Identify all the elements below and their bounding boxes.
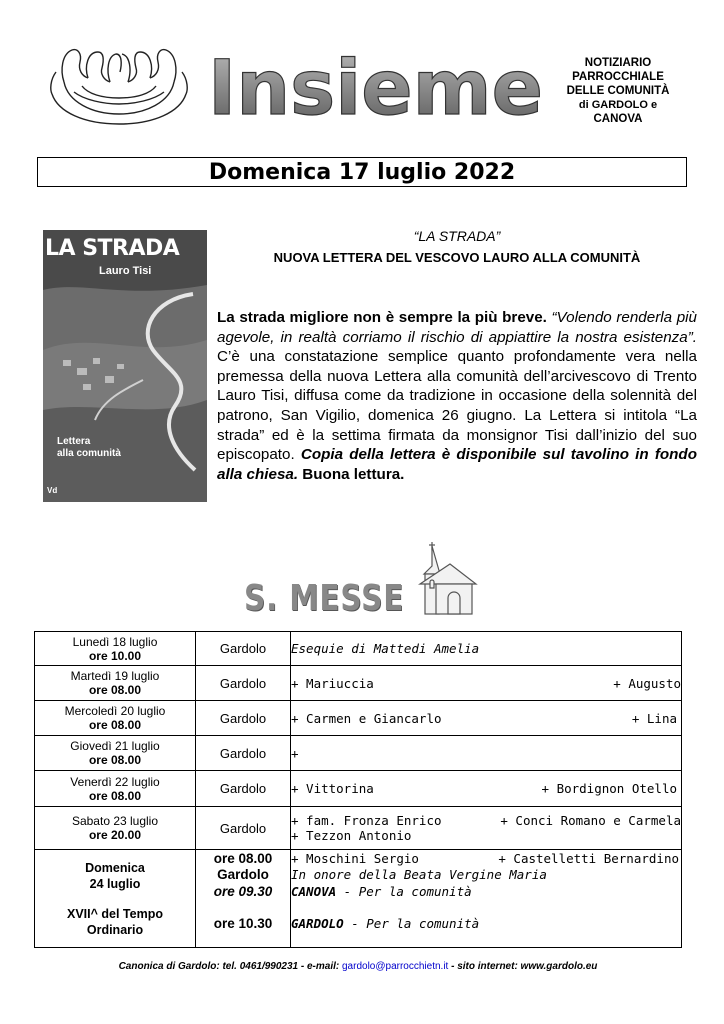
article-quote: “Volendo renderla più agevole, in realtà corriamo il rischio di appiattire la nostra esistenza”.	[217, 309, 697, 346]
place-cell: Gardolo	[196, 632, 291, 666]
intentions-cell: Esequie di Mattedi Amelia	[291, 632, 682, 666]
day-cell: Venerdì 22 luglio ore 08.00	[35, 771, 196, 807]
masthead-line: CANOVA	[593, 113, 643, 125]
newsletter-title: Insieme	[208, 44, 543, 124]
article-headline: NUOVA LETTERA DEL VESCOVO LAURO ALLA COMUNITÀ	[273, 250, 641, 265]
book-cover-image	[43, 230, 207, 502]
footer-contact: Canonica di Gardolo: tel. 0461/990231 - e-mail: gardolo@parrocchietn.it - sito internet: www.gardolo.eu	[118, 961, 598, 972]
sunday-intentions-cell: + Moschini Sergio + Castelletti Bernardino In onore della Beata Vergine Maria CANOVA - Per la comunità GARDOLO - Per la comunità	[291, 850, 682, 948]
article-signoff: Buona lettura.	[302, 465, 405, 483]
intentions-cell: + Mariuccia + Augusto	[291, 666, 682, 701]
church-icon	[410, 540, 480, 620]
masthead-line: di GARDOLO e	[578, 99, 658, 111]
table-row	[35, 701, 682, 736]
intentions-cell: + Carmen e Giancarlo + Lina	[291, 701, 682, 736]
article-closing-note: Copia della lettera è disponibile sul tavolino in fondo alla chiesa.	[217, 446, 697, 483]
day-cell: Mercoledì 20 luglio ore 08.00	[35, 701, 196, 736]
table-row	[35, 771, 682, 807]
day-cell: Giovedì 21 luglio ore 08.00	[35, 736, 196, 771]
place-cell: Gardolo	[196, 701, 291, 736]
table-row	[35, 666, 682, 701]
masthead	[548, 56, 688, 126]
sunday-day-cell: Domenica 24 luglio XVII^ del Tempo Ordinario	[35, 850, 196, 948]
place-cell: Gardolo	[196, 771, 291, 807]
day-cell: Lunedì 18 luglio ore 10.00	[35, 632, 196, 666]
article-body	[217, 308, 697, 484]
article-text: C’è una constatazione semplice quanto profondamente vera nella premessa della nuova Lettera alla comunità dell’arcivescovo di Trento Lauro Tisi, diffusa come da tradizione in occasione della solennità del patrono, San Vigilio, domenica 26 giugno. La Lettera si intitola “La strada” ed è la settima firmata da monsignor Tisi dall’inizio del suo episcopato.	[217, 348, 697, 464]
table-row	[35, 807, 682, 850]
mass-schedule-table	[34, 631, 682, 948]
book-subtitle: alla comunità	[57, 448, 121, 459]
sunday-times-cell: ore 08.00 Gardolo ore 09.30 ore 10.30	[196, 850, 291, 948]
intentions-cell: +	[291, 736, 682, 771]
intentions-cell: + fam. Fronza Enrico + Conci Romano e Carmela + Tezzon Antonio	[291, 807, 682, 850]
day-cell: Sabato 23 luglio ore 20.00	[35, 807, 196, 850]
day-cell: Martedì 19 luglio ore 08.00	[35, 666, 196, 701]
place-cell: Gardolo	[196, 736, 291, 771]
article-kicker: “LA STRADA”	[413, 228, 501, 244]
sunday-row	[35, 850, 682, 948]
table-row	[35, 736, 682, 771]
hands-logo-icon	[44, 42, 194, 126]
masthead-line: PARROCCHIALE	[572, 71, 664, 83]
masthead-line: NOTIZIARIO	[584, 57, 652, 69]
place-cell: Gardolo	[196, 807, 291, 850]
article-lead: La strada migliore non è sempre la più breve.	[217, 309, 547, 326]
publisher-logo: Vd	[47, 486, 58, 495]
place-cell: Gardolo	[196, 666, 291, 701]
table-row	[35, 632, 682, 666]
intentions-cell: + Vittorina + Bordignon Otello	[291, 771, 682, 807]
book-title: LA STRADA	[45, 236, 180, 261]
masses-title: S. MESSE	[244, 578, 405, 619]
email-link[interactable]: gardolo@parrocchietn.it	[342, 961, 449, 972]
masthead-line: DELLE COMUNITÀ	[566, 85, 670, 97]
issue-date: Domenica 17 luglio 2022	[37, 157, 687, 187]
newsletter-title-logo	[204, 44, 549, 124]
book-author: Lauro Tisi	[99, 265, 152, 277]
book-subtitle: Lettera	[57, 436, 91, 447]
